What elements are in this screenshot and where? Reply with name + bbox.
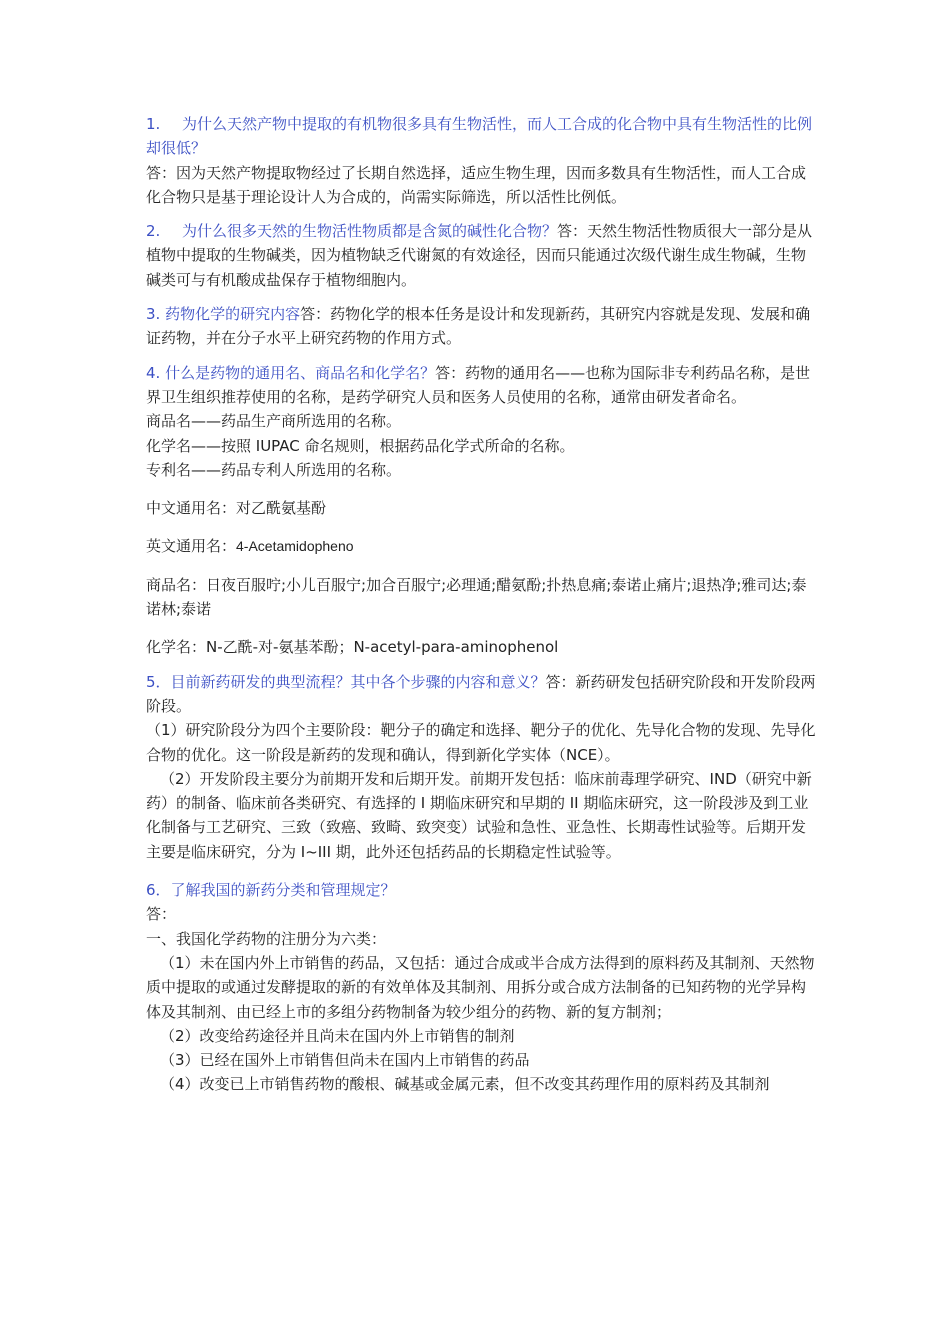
trade-names: 商品名：日夜百服咛;小儿百服宁;加合百服宁;必理通;醋氨酚;扑热息痛;泰诺止痛片;退热净;雅司达;泰诺林;泰诺	[146, 575, 807, 619]
en-generic-name	[146, 534, 818, 558]
cn-generic-name: 中文通用名：对乙酰氨基酚	[146, 499, 327, 518]
q6-answer: 答：	[146, 905, 177, 924]
q1-number: 1.	[146, 115, 161, 133]
q6-intro: 一、我国化学药物的注册分为六类：	[146, 929, 387, 948]
q1-block	[146, 112, 818, 209]
en-generic-label: 英文通用名：	[146, 537, 237, 556]
q2-question: 为什么很多天然的生物活性物质都是含氮的碱性化合物？	[182, 222, 558, 241]
q2-number: 2.	[146, 222, 161, 241]
q2-block	[146, 219, 818, 292]
q6-item-4: （4）改变已上市销售药物的酸根、碱基或金属元素，但不改变其药理作用的原料药及其制剂	[160, 1075, 770, 1094]
q6-block	[146, 878, 818, 1097]
q5-research-stage: （1）研究阶段分为四个主要阶段：靶分子的确定和选择、靶分子的优化、先导化合物的发现、先导化合物的优化。这一阶段是新药的发现和确认，得到新化学实体（NCE）。	[146, 721, 816, 764]
q1-question: 为什么天然产物中提取的有机物很多具有生物活性，而人工合成的化合物中具有生物活性的比例却很低？	[146, 115, 813, 158]
q5-block	[146, 670, 818, 864]
q6-item-1: （1）未在国内外上市销售的药品，又包括：通过合成或半合成方法得到的原料药及其制剂、天然物质中提取的或通过发酵提取的新的有效单体及其制剂、用拆分或合成方法制备的已知药物的光学异构体及其制剂、由已经上市的多组分药物制备为较少组分的药物、新的复方制剂；	[146, 953, 815, 1021]
en-generic-value: 4-Acetamidopheno	[236, 538, 354, 555]
q6-item-3: （3）已经在国外上市销售但尚未在国内上市销售的药品	[160, 1051, 530, 1070]
q6-question: 6．了解我国的新药分类和管理规定？	[146, 881, 396, 900]
q5-question: 5．目前新药研发的典型流程？其中各个步骤的内容和意义？	[146, 672, 546, 691]
q4-answer: 答：药物的通用名——也称为国际非专利药品名称，是世界卫生组织推荐使用的名称，是药学研究人员和医务人员使用的名称，通常由研发者命名。	[146, 363, 811, 406]
document-page	[146, 112, 818, 1097]
chemical-name: 化学名：N-乙酰-对-氨基苯酚；N-acetyl-para-aminophenol	[146, 638, 559, 657]
q4-chemical-name-line: 化学名——按照 IUPAC 命名规则，根据药品化学式所命的名称。	[146, 436, 575, 455]
q5-answer: 答：新药研发包括研究阶段和开发阶段两阶段。	[146, 672, 816, 715]
q3-block	[146, 302, 818, 351]
q4-trade-name-line: 商品名——药品生产商所选用的名称。	[146, 412, 402, 431]
q2-answer: 答：天然生物活性物质很大一部分是从植物中提取的生物碱类，因为植物缺乏代谢氮的有效途径，因而只能通过次级代谢生成生物碱，生物碱类可与有机酸成盐保存于植物细胞内。	[146, 222, 813, 289]
q5-development-stage: （2）开发阶段主要分为前期开发和后期开发。前期开发包括：临床前毒理学研究、IND（研究中新药）的制备、临床前各类研究、有选择的 I 期临床研究和早期的 II 期临床研究，这一阶段涉及到工业化制备与工艺研究、三致（致癌、致畸、致突变）试验和急性、亚急性、长期毒性试验等。后期开发主要是临床研究，分为 I~III 期，此外还包括药品的长期稳定性试验等。	[146, 769, 812, 861]
q1-answer: 答：因为天然产物提取物经过了长期自然选择，适应生物生理，因而多数具有生物活性，而人工合成化合物只是基于理论设计人为合成的，尚需实际筛选，所以活性比例低。	[146, 163, 807, 206]
q4-block	[146, 361, 818, 482]
q6-item-2: （2）改变给药途径并且尚未在国内外上市销售的制剂	[160, 1026, 515, 1045]
q4-patent-name-line: 专利名——药品专利人所选用的名称。	[146, 460, 402, 479]
q3-answer: 答：药物化学的根本任务是设计和发现新药，其研究内容就是发现、发展和确证药物，并在分子水平上研究药物的作用方式。	[146, 305, 811, 348]
q3-question: 3. 药物化学的研究内容	[146, 305, 301, 324]
q4-question: 4. 什么是药物的通用名、商品名和化学名？	[146, 363, 436, 382]
